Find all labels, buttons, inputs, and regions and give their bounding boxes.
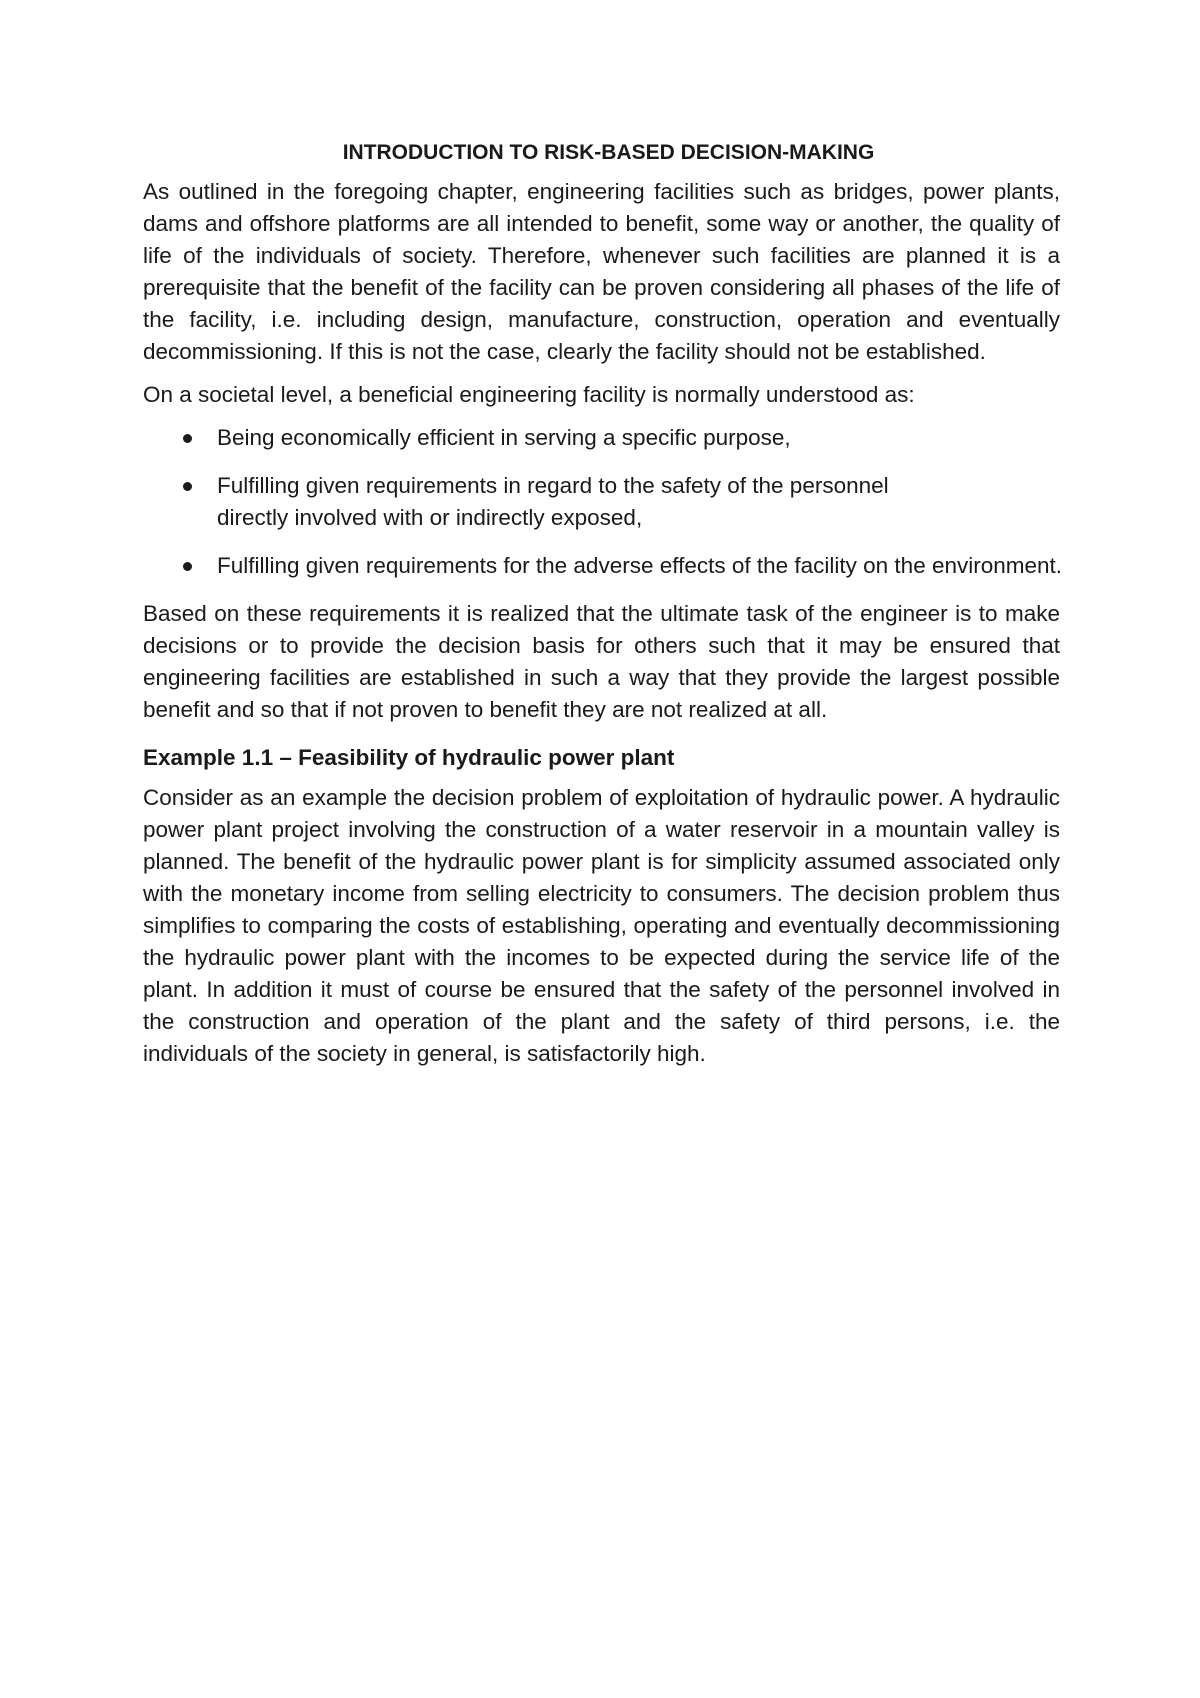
societal-lead-paragraph: On a societal level, a beneficial engineering facility is normally understood as: [143,382,915,407]
list-item [143,470,1060,534]
bullet-icon [183,482,192,491]
document-body [143,138,1063,1081]
bullet-icon [183,562,192,571]
list-item-text: Fulfilling given requirements in regard to the safety of the personnel [217,473,889,498]
requirements-list [143,422,1063,582]
list-item-text: Being economically efficient in serving a specific purpose, [217,425,791,450]
bullet-icon [183,434,192,443]
list-item-text: Fulfilling given requirements for the adverse effects of the facility on the environment. [217,553,1063,578]
list-item [143,550,1063,582]
page-title: INTRODUCTION TO RISK-BASED DECISION-MAKING [342,141,875,164]
list-item [143,422,1060,454]
example-heading: Example 1.1 – Feasibility of hydraulic power plant [143,745,675,770]
list-item-text-continued: directly involved with or indirectly exposed, [217,505,643,530]
intro-paragraph: As outlined in the foregoing chapter, engineering facilities such as bridges, power plants, dams and offshore platforms are all intended to benefit, some way or another, the quality of life of the individuals of society. Therefore, whenever such facilities are planned it is a prerequisite that the benefit of the facility can be proven considering all phases of the life of the facility, i.e. including design, manufacture, construction, operation and eventually decommissioning. If this is not the case, clearly the facility should not be established. [143,179,1060,364]
example-paragraph: Consider as an example the decision problem of exploitation of hydraulic power. A hydraulic power plant project involving the construction of a water reservoir in a mountain valley is planned. The benefit of the hydraulic power plant is for simplicity assumed associated only with the monetary income from selling electricity to consumers. The decision problem thus simplifies to comparing the costs of establishing, operating and eventually decommissioning the hydraulic power plant with the incomes to be expected during the service life of the plant. In addition it must of course be ensured that the safety of the personnel involved in the construction and operation of the plant and the safety of third persons, i.e. the individuals of the society in general, is satisfactorily high. [143,785,1060,1066]
requirements-paragraph: Based on these requirements it is realized that the ultimate task of the engineer is to make decisions or to provide the decision basis for others such that it may be ensured that engineering facilities are established in such a way that they provide the largest possible benefit and so that if not proven to benefit they are not realized at all. [143,601,1060,722]
